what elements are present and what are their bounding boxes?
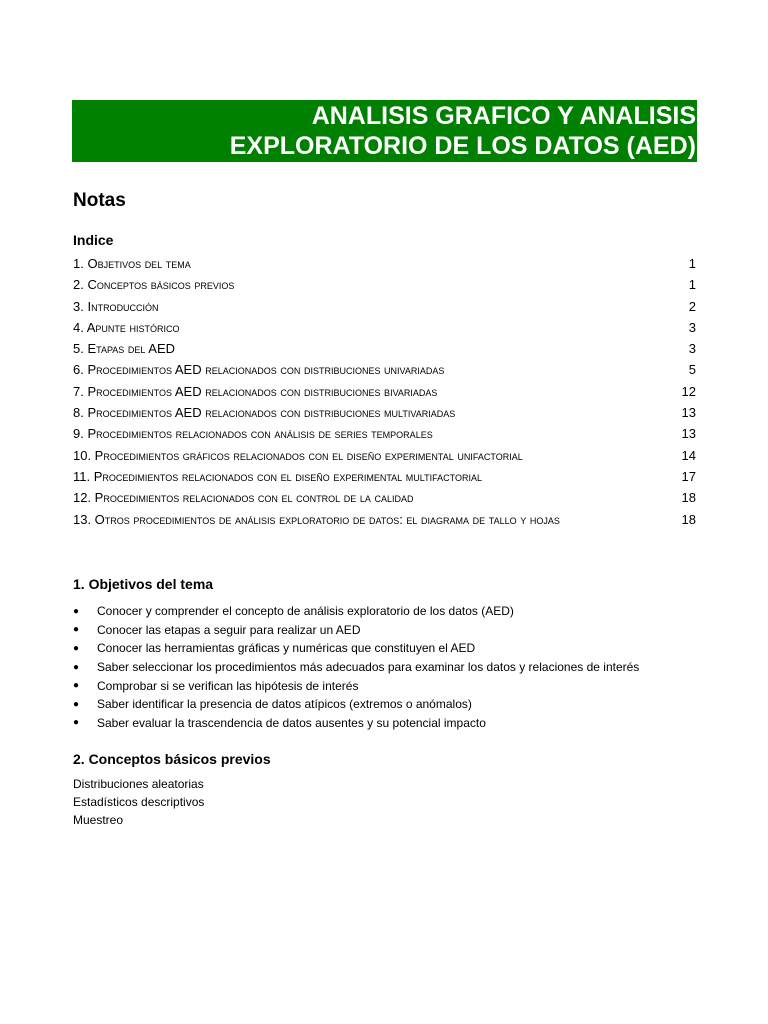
toc-item-page: 18 xyxy=(681,490,696,506)
list-item xyxy=(73,621,639,640)
toc-item[interactable] xyxy=(73,512,696,533)
toc-item[interactable] xyxy=(73,341,696,362)
toc-item[interactable] xyxy=(73,362,696,383)
toc-item-label: 8. Procedimientos AED relacionados con distribuciones multivariadas xyxy=(73,405,456,421)
indice-heading: Indice xyxy=(73,232,114,248)
toc-item-label: 2. Conceptos básicos previos xyxy=(73,277,235,293)
toc-item-page: 18 xyxy=(681,511,696,527)
section-2-heading: 2. Conceptos básicos previos xyxy=(73,751,271,767)
toc-item-page: 3 xyxy=(688,341,696,357)
toc-item-page: 12 xyxy=(681,383,696,399)
toc-item[interactable] xyxy=(73,469,696,490)
list-item xyxy=(73,658,639,677)
toc-item-page: 3 xyxy=(688,319,696,335)
table-of-contents xyxy=(73,256,696,533)
list-item-text: Conocer y comprender el concepto de análisis exploratorio de los datos (AED) xyxy=(97,604,514,619)
section-1-heading: 1. Objetivos del tema xyxy=(73,576,214,592)
list-item-text: Conocer las herramientas gráficas y numéricas que constituyen el AED xyxy=(97,641,476,656)
title-line-2: EXPLORATORIO DE LOS DATOS (AED) xyxy=(229,132,696,160)
list-item: Estadísticos descriptivos xyxy=(73,795,205,809)
toc-item-label: 13. Otros procedimientos de análisis exploratorio de datos: el diagrama de tallo y hojas xyxy=(73,511,560,527)
list-item: Muestreo xyxy=(73,813,124,827)
toc-item-page: 17 xyxy=(681,468,696,484)
list-item-text: Comprobar si se verifican las hipótesis de interés xyxy=(97,678,359,693)
toc-item-page: 13 xyxy=(681,405,696,421)
list-item xyxy=(73,695,639,714)
bullet-icon: ● xyxy=(73,605,80,617)
toc-item-label: 7. Procedimientos AED relacionados con distribuciones bivariadas xyxy=(73,383,438,399)
title-line-1: ANALISIS GRAFICO Y ANALISIS xyxy=(311,102,696,130)
list-item-text: Saber evaluar la trascendencia de datos ausentes y su potencial impacto xyxy=(97,715,486,730)
toc-item[interactable] xyxy=(73,426,696,447)
objectives-list xyxy=(73,602,639,732)
list-item-text: Saber seleccionar los procedimientos más adecuados para examinar los datos y relaciones de interés xyxy=(97,660,640,675)
prerequisites-list xyxy=(73,777,204,831)
toc-item[interactable] xyxy=(73,256,696,277)
toc-item[interactable] xyxy=(73,299,696,320)
toc-item-page: 5 xyxy=(688,362,696,378)
toc-item-label: 5. Etapas del AED xyxy=(73,341,176,357)
toc-item[interactable] xyxy=(73,490,696,511)
toc-item-label: 1. Objetivos del tema xyxy=(73,256,191,271)
toc-item-page: 1 xyxy=(688,277,696,293)
list-item-text: Saber identificar la presencia de datos atípicos (extremos o anómalos) xyxy=(97,697,472,712)
bullet-icon: ● xyxy=(73,661,80,673)
toc-item-label: 12. Procedimientos relacionados con el control de la calidad xyxy=(73,490,414,506)
bullet-icon: ● xyxy=(73,698,80,710)
list-item xyxy=(73,602,639,621)
title-banner xyxy=(72,100,697,162)
toc-item-page: 13 xyxy=(681,426,696,442)
toc-item[interactable] xyxy=(73,448,696,469)
toc-item[interactable] xyxy=(73,277,696,298)
toc-item[interactable] xyxy=(73,320,696,341)
bullet-icon: ● xyxy=(73,717,80,729)
list-item-text: Conocer las etapas a seguir para realizar un AED xyxy=(97,622,361,637)
list-item xyxy=(73,714,639,733)
toc-item-label: 3. Introducción xyxy=(73,298,159,314)
toc-item-label: 6. Procedimientos AED relacionados con distribuciones univariadas xyxy=(73,362,445,378)
toc-item-label: 11. Procedimientos relacionados con el diseño experimental multifactorial xyxy=(73,468,482,484)
list-item xyxy=(73,676,639,695)
bullet-icon: ● xyxy=(73,680,80,692)
toc-item-page: 2 xyxy=(688,298,696,314)
toc-item-label: 4. Apunte histórico xyxy=(73,319,180,335)
list-item: Distribuciones aleatorias xyxy=(73,777,204,791)
toc-item-page: 14 xyxy=(681,447,696,463)
list-item xyxy=(73,639,639,658)
toc-item-label: 10. Procedimientos gráficos relacionados con el diseño experimental unifactorial xyxy=(73,447,523,463)
bullet-icon: ● xyxy=(73,642,80,654)
toc-item[interactable] xyxy=(73,384,696,405)
notas-heading: Notas xyxy=(73,190,126,211)
toc-item-page: 1 xyxy=(688,256,696,271)
bullet-icon: ● xyxy=(73,624,80,636)
toc-item[interactable] xyxy=(73,405,696,426)
toc-item-label: 9. Procedimientos relacionados con análisis de series temporales xyxy=(73,426,433,442)
